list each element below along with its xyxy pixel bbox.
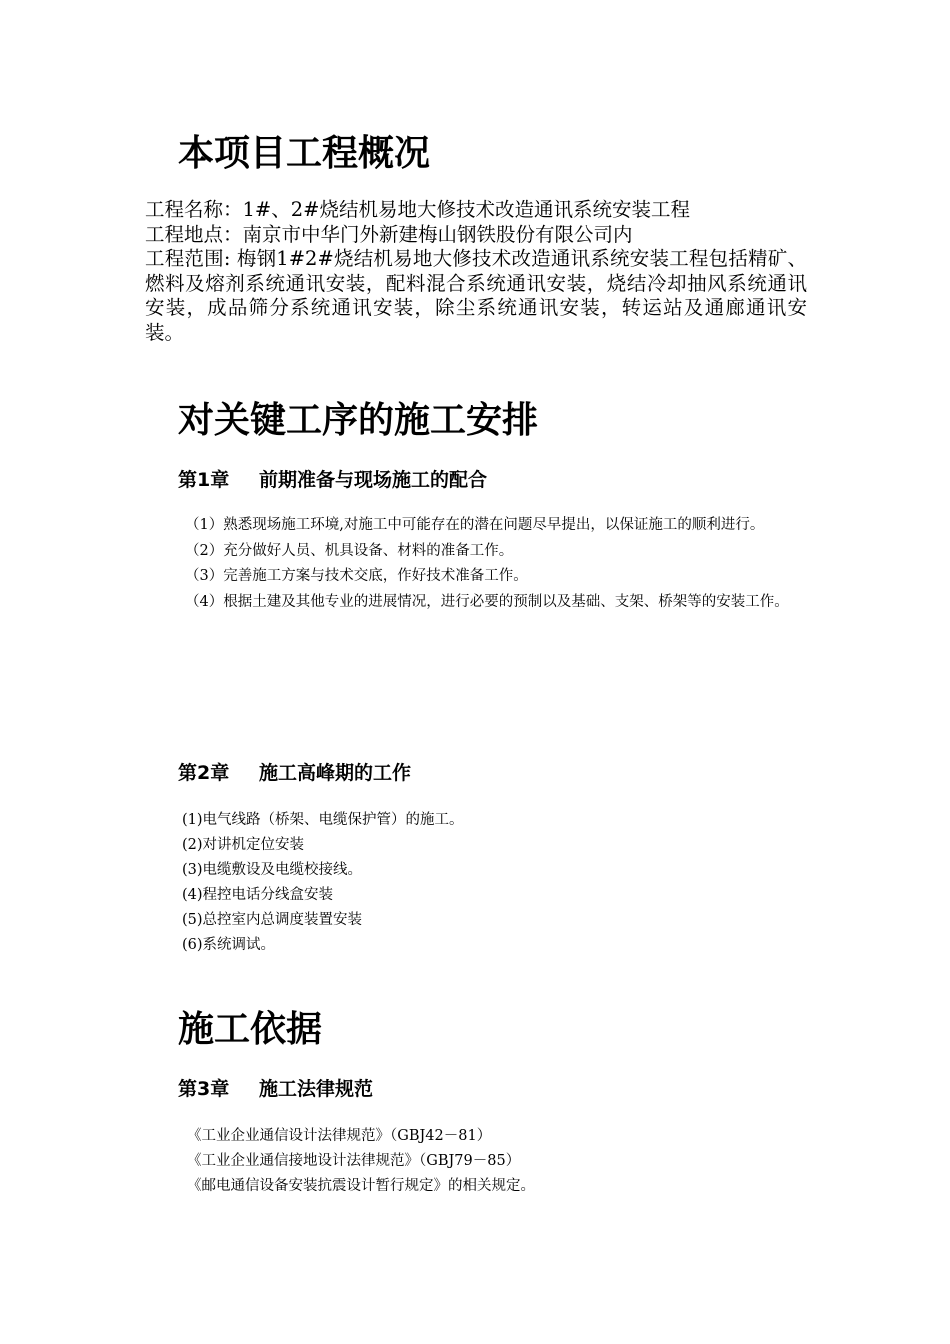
chapter-heading-2: [178, 761, 411, 785]
project-name-line: 工程名称：1#、2#烧结机易地大修技术改造通讯系统安装工程: [145, 198, 690, 221]
section-title-basis: 施工依据: [178, 1009, 323, 1050]
section-title-key-processes: 对关键工序的施工安排: [178, 400, 539, 441]
paragraph: （3）完善施工方案与技术交底，作好技术准备工作。: [185, 568, 528, 584]
project-scope-line: 工程范围: 梅钢1#2#烧结机易地大修技术改造通讯系统安装工程包括精矿、燃料及熔剂系统通讯安装，配料混合系统通讯安装，烧结冷却抽风系统通讯安装，成品筛分系统通讯安装，除尘系统通讯安装，转运站及通廊通讯安装。: [145, 247, 807, 344]
project-overview: [145, 198, 807, 345]
chapter-1-body: [145, 513, 807, 615]
chapter-3-list: [187, 1124, 787, 1199]
chapter-title: 施工法律规范: [259, 1078, 374, 1100]
list-item: (5)总控室内总调度装置安装: [182, 912, 363, 928]
paragraph: （2）充分做好人员、机具设备、材料的准备工作。: [185, 542, 514, 559]
list-item: (3)电缆敷设及电缆校接线。: [182, 862, 363, 878]
chapter-number: 第3章: [178, 1078, 230, 1100]
chapter-title: 施工高峰期的工作: [259, 762, 412, 784]
chapter-heading-3: [178, 1077, 373, 1101]
list-item: (2)对讲机定位安装: [182, 837, 305, 853]
section-title-overview: 本项目工程概况: [178, 133, 431, 174]
chapter-heading-1: [178, 468, 487, 492]
chapter-2-list: [182, 808, 782, 958]
paragraph: （4）根据土建及其他专业的进展情况，进行必要的预制以及基础、支架、桥架等的安装工作。: [185, 593, 789, 610]
list-item: 《工业企业通信接地设计法律规范》（GBJ79－85）: [187, 1153, 521, 1169]
chapter-title: 前期准备与现场施工的配合: [259, 469, 488, 491]
list-item: 《邮电通信设备安装抗震设计暂行规定》的相关规定。: [187, 1178, 535, 1194]
chapter-number: 第2章: [178, 762, 230, 784]
list-item: (6)系统调试。: [182, 937, 276, 953]
project-location-line: 工程地点：南京市中华门外新建梅山钢铁股份有限公司内: [145, 222, 633, 246]
chapter-number: 第1章: [178, 469, 230, 491]
list-item: 《工业企业通信设计法律规范》（GBJ42－81）: [187, 1128, 492, 1144]
paragraph: （1）熟悉现场施工环境,对施工中可能存在的潜在问题尽早提出，以保证施工的顺利进行。: [185, 517, 765, 533]
list-item: (1)电气线路（桥架、电缆保护管）的施工。: [182, 812, 464, 828]
list-item: (4)程控电话分线盒安装: [182, 887, 334, 903]
